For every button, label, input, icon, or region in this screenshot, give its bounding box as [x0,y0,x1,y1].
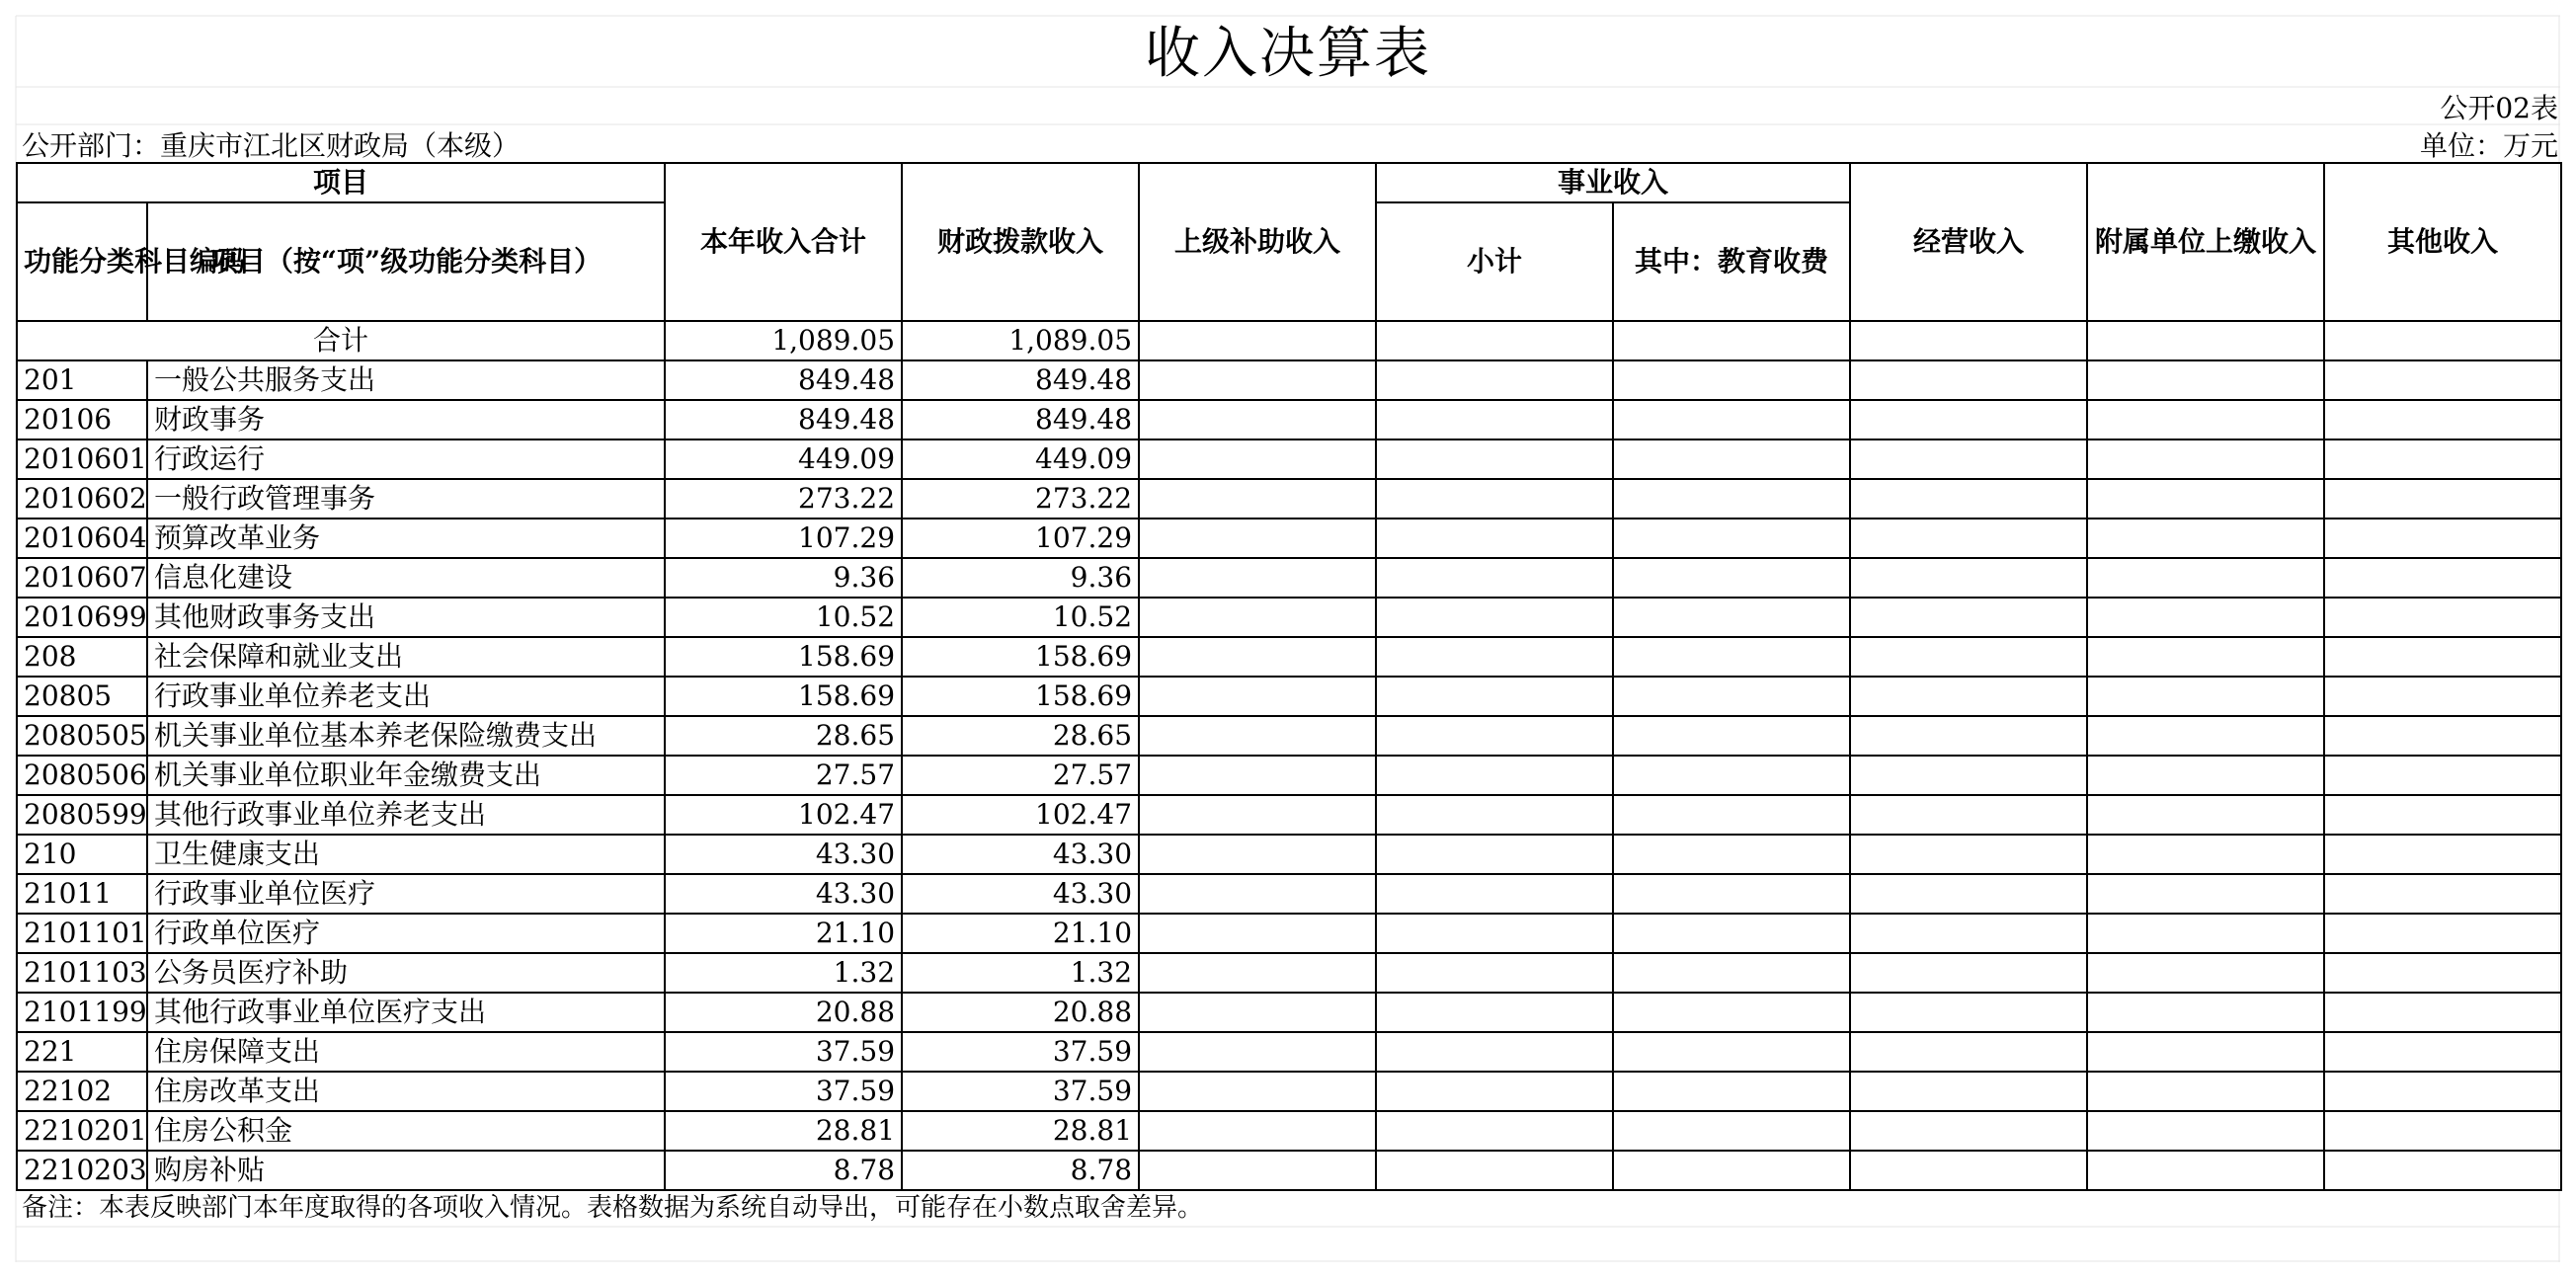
row-superior-subsidy [1139,360,1376,400]
row-fiscal-appropriation: 849.48 [902,360,1139,400]
row-other-income [2324,1151,2561,1190]
row-superior-subsidy [1139,795,1376,835]
row-superior-subsidy [1139,637,1376,677]
row-fiscal-appropriation: 102.47 [902,795,1139,835]
row-fiscal-appropriation: 849.48 [902,400,1139,439]
row-code: 221 [17,1032,147,1072]
row-operating-income [1850,558,2087,598]
row-other-income [2324,993,2561,1032]
header-item-group: 项目 [17,163,665,202]
total-fiscal-value: 1,089.05 [902,321,1139,360]
table-row [17,835,2561,874]
row-education-fee [1613,1151,1850,1190]
row-other-income [2324,598,2561,637]
form-number: 公开02表 [2440,92,2558,124]
row-name: 公务员医疗补助 [147,953,665,993]
row-affiliated-payment [2087,993,2324,1032]
row-affiliated-payment [2087,519,2324,558]
header-other-income: 其他收入 [2324,163,2561,321]
row-operating-income [1850,519,2087,558]
row-superior-subsidy [1139,756,1376,795]
row-superior-subsidy [1139,479,1376,519]
row-fiscal-appropriation: 273.22 [902,479,1139,519]
table-row [17,439,2561,479]
row-fiscal-appropriation: 107.29 [902,519,1139,558]
row-fiscal-appropriation: 43.30 [902,874,1139,914]
row-education-fee [1613,677,1850,716]
row-operating-income [1850,598,2087,637]
header-fiscal-appropriation: 财政拨款收入 [902,163,1139,321]
row-code: 20805 [17,677,147,716]
row-affiliated-payment [2087,1151,2324,1190]
row-other-income [2324,479,2561,519]
total-label: 合计 [17,321,665,360]
row-code: 21011 [17,874,147,914]
row-other-income [2324,756,2561,795]
row-operating-income [1850,1072,2087,1111]
row-other-income [2324,874,2561,914]
row-business-subtotal [1376,558,1613,598]
row-code: 2210203 [17,1151,147,1190]
table-row [17,360,2561,400]
row-name: 财政事务 [147,400,665,439]
row-business-subtotal [1376,519,1613,558]
row-fiscal-appropriation: 43.30 [902,835,1139,874]
row-other-income [2324,835,2561,874]
row-superior-subsidy [1139,835,1376,874]
table-row [17,1151,2561,1190]
row-total-income: 849.48 [665,360,902,400]
row-business-subtotal [1376,360,1613,400]
table-row [17,1111,2561,1151]
row-superior-subsidy [1139,953,1376,993]
row-other-income [2324,360,2561,400]
row-code: 2080505 [17,716,147,756]
row-superior-subsidy [1139,1072,1376,1111]
row-fiscal-appropriation: 9.36 [902,558,1139,598]
row-affiliated-payment [2087,677,2324,716]
row-business-subtotal [1376,1032,1613,1072]
row-total-income: 107.29 [665,519,902,558]
row-total-income: 158.69 [665,637,902,677]
row-affiliated-payment [2087,914,2324,953]
row-affiliated-payment [2087,953,2324,993]
row-operating-income [1850,360,2087,400]
row-fiscal-appropriation: 21.10 [902,914,1139,953]
row-total-income: 102.47 [665,795,902,835]
row-education-fee [1613,795,1850,835]
row-business-subtotal [1376,716,1613,756]
row-business-subtotal [1376,1111,1613,1151]
row-code: 2210201 [17,1111,147,1151]
row-education-fee [1613,598,1850,637]
row-affiliated-payment [2087,795,2324,835]
row-other-income [2324,677,2561,716]
table-row [17,795,2561,835]
row-business-subtotal [1376,993,1613,1032]
row-total-income: 158.69 [665,677,902,716]
row-affiliated-payment [2087,1032,2324,1072]
header-total-income: 本年收入合计 [665,163,902,321]
row-total-income: 849.48 [665,400,902,439]
row-education-fee [1613,835,1850,874]
row-fiscal-appropriation: 8.78 [902,1151,1139,1190]
row-affiliated-payment [2087,598,2324,637]
row-code: 2010601 [17,439,147,479]
row-total-income: 37.59 [665,1072,902,1111]
row-education-fee [1613,558,1850,598]
row-name: 其他行政事业单位医疗支出 [147,993,665,1032]
row-education-fee [1613,1111,1850,1151]
row-code: 210 [17,835,147,874]
row-total-income: 273.22 [665,479,902,519]
row-superior-subsidy [1139,439,1376,479]
table-row [17,1072,2561,1111]
table-row [17,914,2561,953]
row-operating-income [1850,756,2087,795]
row-education-fee [1613,637,1850,677]
row-operating-income [1850,479,2087,519]
row-name: 购房补贴 [147,1151,665,1190]
row-name: 一般行政管理事务 [147,479,665,519]
table-row [17,400,2561,439]
row-business-subtotal [1376,874,1613,914]
row-code: 2010699 [17,598,147,637]
row-name: 行政事业单位医疗 [147,874,665,914]
row-other-income [2324,914,2561,953]
row-name: 卫生健康支出 [147,835,665,874]
row-other-income [2324,519,2561,558]
row-name: 其他财政事务支出 [147,598,665,637]
row-code: 201 [17,360,147,400]
row-fiscal-appropriation: 37.59 [902,1072,1139,1111]
row-business-subtotal [1376,677,1613,716]
row-operating-income [1850,874,2087,914]
header-code: 功能分类科目编码 [17,202,147,321]
table-row [17,993,2561,1032]
row-superior-subsidy [1139,1111,1376,1151]
row-education-fee [1613,360,1850,400]
row-affiliated-payment [2087,756,2324,795]
row-name: 住房保障支出 [147,1032,665,1072]
row-code: 2080506 [17,756,147,795]
row-name: 行政单位医疗 [147,914,665,953]
row-operating-income [1850,1151,2087,1190]
row-code: 2010604 [17,519,147,558]
row-operating-income [1850,1111,2087,1151]
row-other-income [2324,1032,2561,1072]
row-name: 预算改革业务 [147,519,665,558]
row-business-subtotal [1376,598,1613,637]
row-superior-subsidy [1139,1032,1376,1072]
row-education-fee [1613,1072,1850,1111]
table-row [17,479,2561,519]
income-table [16,162,2562,1191]
row-operating-income [1850,795,2087,835]
row-education-fee [1613,756,1850,795]
table-row [17,874,2561,914]
row-superior-subsidy [1139,677,1376,716]
row-other-income [2324,1072,2561,1111]
row-affiliated-payment [2087,1072,2324,1111]
row-superior-subsidy [1139,716,1376,756]
row-fiscal-appropriation: 20.88 [902,993,1139,1032]
table-row [17,953,2561,993]
row-business-subtotal [1376,953,1613,993]
row-operating-income [1850,953,2087,993]
table-row [17,1032,2561,1072]
row-business-subtotal [1376,835,1613,874]
row-education-fee [1613,716,1850,756]
row-education-fee [1613,993,1850,1032]
row-total-income: 43.30 [665,835,902,874]
row-fiscal-appropriation: 28.81 [902,1111,1139,1151]
row-name: 社会保障和就业支出 [147,637,665,677]
row-total-income: 21.10 [665,914,902,953]
row-education-fee [1613,914,1850,953]
row-code: 2101103 [17,953,147,993]
header-education-fee: 其中：教育收费 [1613,202,1850,321]
page-title: 收入决算表 [1145,22,1431,86]
row-name: 行政运行 [147,439,665,479]
row-operating-income [1850,1032,2087,1072]
row-total-income: 37.59 [665,1032,902,1072]
row-name: 一般公共服务支出 [147,360,665,400]
row-business-subtotal [1376,439,1613,479]
header-name: 项目（按“项”级功能分类科目） [147,202,665,321]
row-superior-subsidy [1139,519,1376,558]
row-other-income [2324,795,2561,835]
table-row [17,677,2561,716]
table-row [17,598,2561,637]
total-row [17,321,2561,360]
row-code: 2010607 [17,558,147,598]
row-business-subtotal [1376,479,1613,519]
row-business-subtotal [1376,400,1613,439]
row-affiliated-payment [2087,716,2324,756]
department-label: 公开部门：重庆市江北区财政局（本级） [22,129,521,162]
row-operating-income [1850,400,2087,439]
row-superior-subsidy [1139,558,1376,598]
row-education-fee [1613,439,1850,479]
row-fiscal-appropriation: 158.69 [902,637,1139,677]
row-fiscal-appropriation: 158.69 [902,677,1139,716]
row-operating-income [1850,835,2087,874]
row-operating-income [1850,914,2087,953]
header-subtotal: 小计 [1376,202,1613,321]
row-business-subtotal [1376,1072,1613,1111]
header-operating-income: 经营收入 [1850,163,2087,321]
row-education-fee [1613,519,1850,558]
row-affiliated-payment [2087,637,2324,677]
total-income-value: 1,089.05 [665,321,902,360]
row-education-fee [1613,400,1850,439]
row-code: 2010602 [17,479,147,519]
row-superior-subsidy [1139,598,1376,637]
row-name: 其他行政事业单位养老支出 [147,795,665,835]
row-total-income: 28.81 [665,1111,902,1151]
row-other-income [2324,716,2561,756]
footnote: 备注：本表反映部门本年度取得的各项收入情况。表格数据为系统自动导出，可能存在小数点取舍差异。 [22,1193,1204,1223]
row-superior-subsidy [1139,914,1376,953]
row-education-fee [1613,953,1850,993]
row-superior-subsidy [1139,874,1376,914]
row-total-income: 28.65 [665,716,902,756]
row-business-subtotal [1376,795,1613,835]
row-affiliated-payment [2087,400,2324,439]
table-row [17,756,2561,795]
row-business-subtotal [1376,914,1613,953]
row-name: 住房改革支出 [147,1072,665,1111]
row-fiscal-appropriation: 1.32 [902,953,1139,993]
row-other-income [2324,558,2561,598]
row-fiscal-appropriation: 28.65 [902,716,1139,756]
row-affiliated-payment [2087,1111,2324,1151]
header-affiliated-payment: 附属单位上缴收入 [2087,163,2324,321]
row-affiliated-payment [2087,360,2324,400]
row-education-fee [1613,874,1850,914]
row-code: 208 [17,637,147,677]
row-name: 机关事业单位职业年金缴费支出 [147,756,665,795]
table-row [17,519,2561,558]
row-affiliated-payment [2087,439,2324,479]
row-total-income: 43.30 [665,874,902,914]
row-business-subtotal [1376,1151,1613,1190]
row-affiliated-payment [2087,874,2324,914]
row-total-income: 9.36 [665,558,902,598]
row-name: 住房公积金 [147,1111,665,1151]
row-other-income [2324,400,2561,439]
header-superior-subsidy: 上级补助收入 [1139,163,1376,321]
row-superior-subsidy [1139,1151,1376,1190]
row-business-subtotal [1376,756,1613,795]
row-name: 机关事业单位基本养老保险缴费支出 [147,716,665,756]
row-education-fee [1613,479,1850,519]
row-operating-income [1850,439,2087,479]
unit-label: 单位：万元 [2419,129,2558,162]
row-total-income: 449.09 [665,439,902,479]
row-superior-subsidy [1139,400,1376,439]
table-row [17,558,2561,598]
row-superior-subsidy [1139,993,1376,1032]
row-affiliated-payment [2087,835,2324,874]
row-fiscal-appropriation: 37.59 [902,1032,1139,1072]
row-affiliated-payment [2087,479,2324,519]
row-business-subtotal [1376,637,1613,677]
row-code: 2101101 [17,914,147,953]
row-other-income [2324,637,2561,677]
row-affiliated-payment [2087,558,2324,598]
row-code: 2101199 [17,993,147,1032]
table-row [17,637,2561,677]
row-fiscal-appropriation: 27.57 [902,756,1139,795]
row-name: 行政事业单位养老支出 [147,677,665,716]
row-other-income [2324,953,2561,993]
table-row [17,716,2561,756]
row-total-income: 8.78 [665,1151,902,1190]
row-total-income: 27.57 [665,756,902,795]
row-operating-income [1850,677,2087,716]
row-fiscal-appropriation: 449.09 [902,439,1139,479]
row-name: 信息化建设 [147,558,665,598]
row-operating-income [1850,637,2087,677]
row-education-fee [1613,1032,1850,1072]
row-total-income: 10.52 [665,598,902,637]
row-other-income [2324,1111,2561,1151]
row-other-income [2324,439,2561,479]
row-operating-income [1850,993,2087,1032]
row-code: 22102 [17,1072,147,1111]
header-business-income: 事业收入 [1376,163,1850,202]
row-operating-income [1850,716,2087,756]
row-total-income: 20.88 [665,993,902,1032]
row-code: 20106 [17,400,147,439]
row-code: 2080599 [17,795,147,835]
row-fiscal-appropriation: 10.52 [902,598,1139,637]
row-total-income: 1.32 [665,953,902,993]
